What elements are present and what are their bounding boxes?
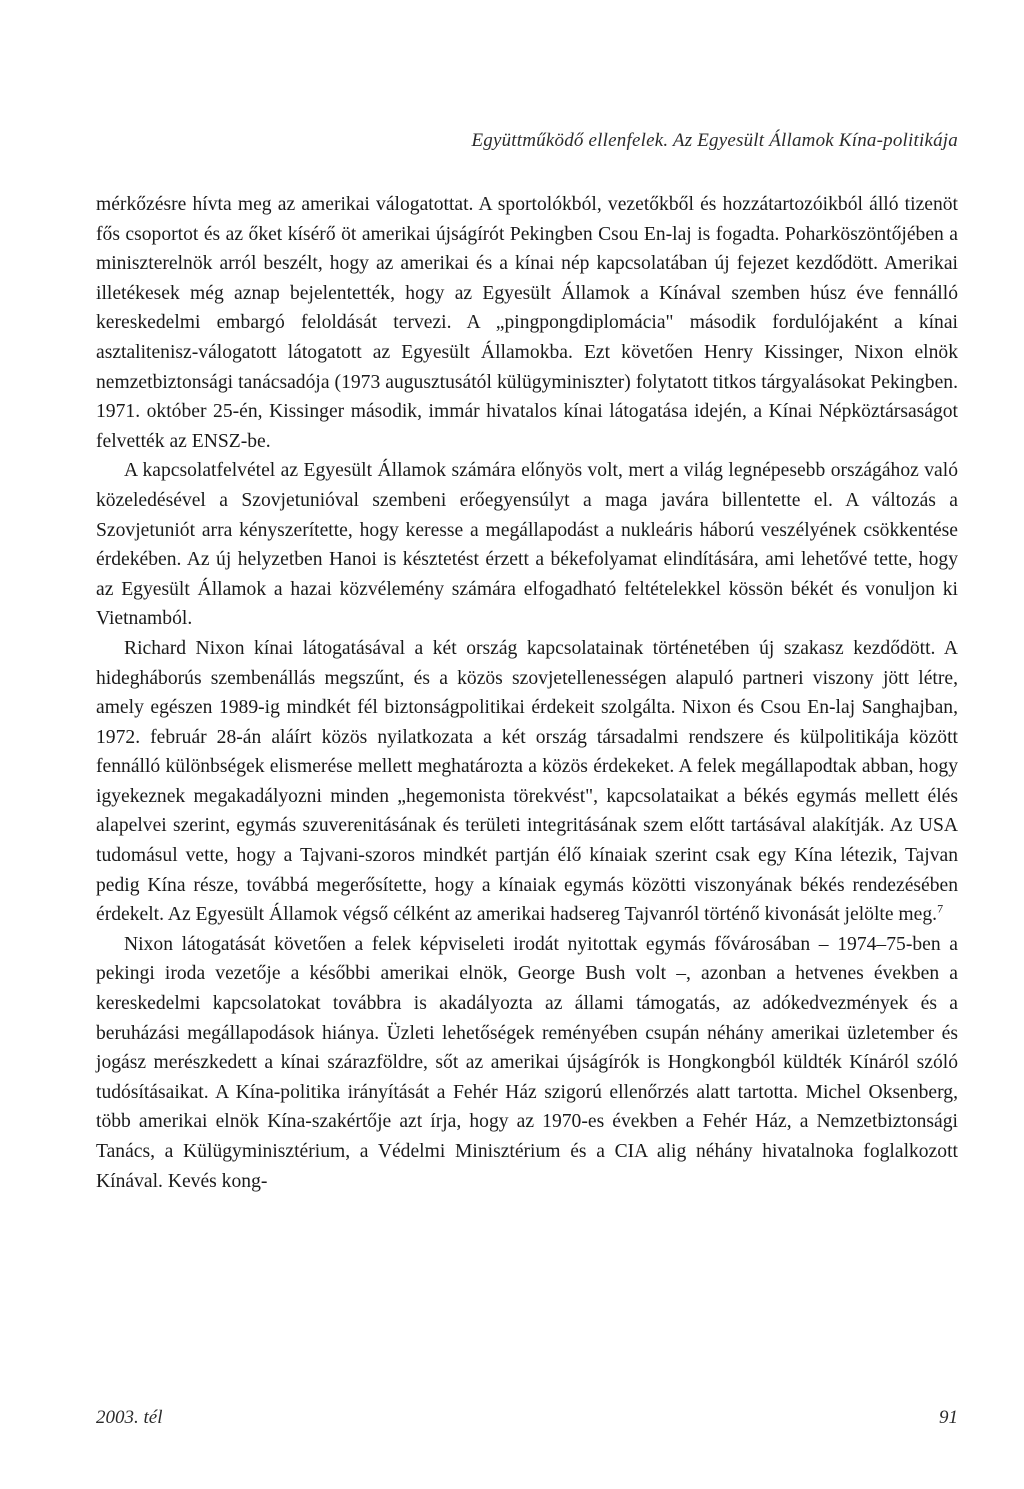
running-header: Együttműködő ellenfelek. Az Egyesült Államok Kína-politikája	[471, 130, 958, 151]
paragraph: mérkőzésre hívta meg az amerikai válogatottat. A sportolókból, vezetőkből és hozzátartozóikból álló tizenöt fős csoportot és az őket kísérő öt amerikai újságírót Pekingben Csou En-laj is fogadta. Poharköszöntőjében a miniszterelnök arról beszélt, hogy az amerikai és a kínai nép kapcsolatában új fejezet kezdődött. Amerikai illetékesek még aznap bejelentették, hogy az Egyesült Államok a Kínával szemben húsz éve fennálló kereskedelmi embargó feloldását tervezi. A „pingpongdiplomácia" második fordulójaként a kínai asztalitenisz-válogatott látogatott az Egyesült Államokba. Ezt követően Henry Kissinger, Nixon elnök nemzetbiztonsági tanácsadója (1973 augusztusától külügyminiszter) folytatott titkos tárgyalásokat Pekingben. 1971. október 25-én, Kissinger második, immár hivatalos kínai látogatása idején, a Kínai Népköztársaságot felvették az ENSZ-be.	[96, 194, 958, 452]
body-text	[96, 190, 958, 1196]
paragraph	[96, 634, 958, 930]
paragraph-text: Richard Nixon kínai látogatásával a két ország kapcsolatainak történetében új szakasz kezdődött. A hidegháborús szembenállás megszűnt, és a közös szovjetellenességen alapuló partneri viszony jött létre, amely egészen 1989-ig mindkét fél biztonságpolitikai érdekeit szolgálta. Nixon és Csou En-laj Sanghajban, 1972. február 28-án aláírt közös nyilatkozata a két ország társadalmi rendszere és külpolitikája között fennálló különbségek elismerése mellett meghatározta a közös érdekeket. A felek megállapodtak abban, hogy igyekeznek megakadályozni minden „hegemonista törekvést", kapcsolataikat a békés egymás mellett élés alapelvei szerint, egymás szuverenitásának és területi integritásának szem előtt tartásával alakítják. Az USA tudomásul vette, hogy a Tajvani-szoros mindkét partján élő kínaiak szerint csak egy Kína létezik, Tajvan pedig Kína része, továbbá megerősítette, hogy a kínaiak egymás közötti viszonyának békés rendezésében érdekelt. Az Egyesült Államok végső célként az amerikai hadsereg Tajvanról történő kivonását jelölte meg.	[96, 637, 958, 926]
issue-label: 2003. tél	[96, 1407, 163, 1428]
footnote-reference[interactable]: 7	[937, 901, 944, 916]
paragraph: Nixon látogatását követően a felek képviseleti irodát nyitottak egymás fővárosában – 1974–75-ben a pekingi iroda vezetője a későbbi amerikai elnök, George Bush volt –, azonban a hetvenes években a kereskedelmi kapcsolatokat továbbra is akadályozta az állami támogatás, az adókedvezmények és a beruházási megállapodások hiánya. Üzleti lehetőségek reményében csupán néhány amerikai üzletember és jogász merészkedett a kínai szárazföldre, sőt az amerikai újságírók is Hongkongból küldték Kínáról szóló tudósításaikat. A Kína-politika irányítását a Fehér Ház szigorú ellenőrzés alatt tartotta. Michel Oksenberg, több amerikai elnök Kína-szakértője azt írja, hogy az 1970-es években a Fehér Ház, a Nemzetbiztonsági Tanács, a Külügyminisztérium, a Védelmi Minisztérium és a CIA alig néhány hivatalnoka foglalkozott Kínával. Kevés kong-	[96, 933, 958, 1192]
paragraph: A kapcsolatfelvétel az Egyesült Államok számára előnyös volt, mert a világ legnépesebb országához való közeledésével a Szovjetunióval szembeni erőegyensúlyt a maga javára billentette el. A változás a Szovjetuniót arra kényszerítette, hogy keresse a megállapodást a nukleáris háború veszélyének csökkentése érdekében. Az új helyzetben Hanoi is késztetést érzett a békefolyamat elindítására, ami lehetővé tette, hogy az Egyesült Államok a hazai közvélemény számára elfogadható feltételekkel kössön békét és vonuljon ki Vietnamból.	[96, 460, 958, 630]
page-number: 91	[939, 1407, 958, 1428]
